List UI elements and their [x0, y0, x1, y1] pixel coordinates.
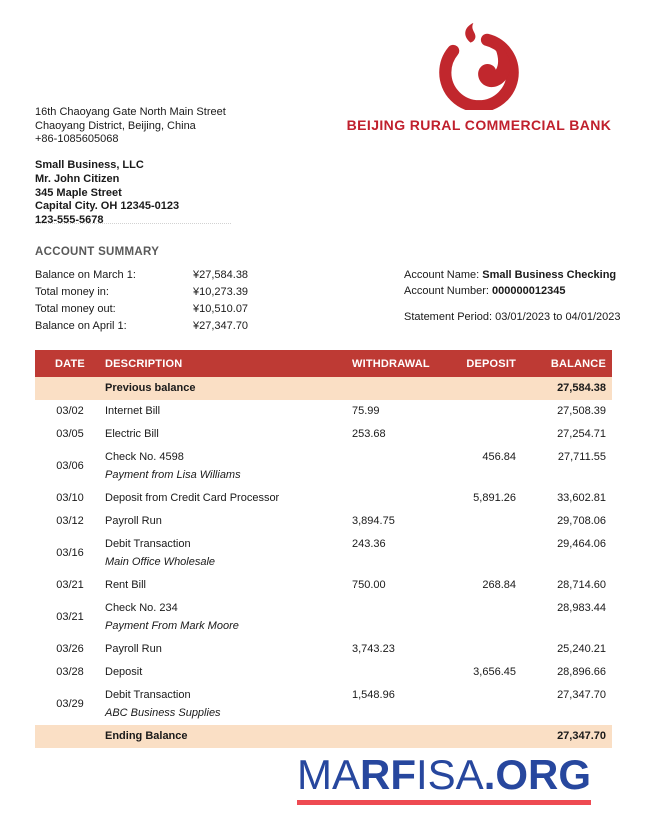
- transaction-description: [105, 689, 352, 720]
- transaction-description: [105, 602, 352, 633]
- watermark-segment: ISA: [416, 751, 484, 798]
- statement-period: Statement Period: 03/01/2023 to 04/01/2023: [404, 311, 621, 323]
- account-number-value: 000000012345: [492, 285, 566, 297]
- header-withdrawal: WITHDRAWAL: [352, 357, 430, 370]
- account-info-block: [404, 267, 621, 325]
- bank-address-line: 16th Chaoyang Gate North Main Street: [35, 106, 226, 118]
- transaction-row: [35, 487, 612, 510]
- transaction-withdrawal: 75.99: [352, 405, 380, 417]
- transaction-deposit: 3,656.45: [473, 666, 516, 678]
- transaction-row: [35, 597, 612, 638]
- transaction-balance: 27,347.70: [557, 689, 606, 701]
- transaction-description-main: Debit Transaction: [105, 538, 191, 550]
- transactions-body: [35, 400, 612, 725]
- previous-balance-row: [35, 377, 612, 400]
- transaction-date: 03/29: [56, 698, 84, 710]
- transaction-row: [35, 661, 612, 684]
- fold-mark-line: [35, 223, 231, 224]
- transactions-table: [35, 350, 612, 748]
- summary-label: Total money in:: [35, 286, 109, 298]
- transaction-description: [105, 643, 352, 656]
- transaction-row: [35, 446, 612, 487]
- transaction-description: [105, 538, 352, 569]
- transaction-date: 03/10: [56, 492, 84, 504]
- account-name-label: Account Name:: [404, 269, 483, 281]
- transaction-description: [105, 405, 352, 418]
- transaction-balance: 27,508.39: [557, 405, 606, 417]
- transaction-balance: 27,711.55: [557, 451, 606, 463]
- transaction-description: [105, 666, 352, 679]
- previous-balance-amount: 27,584.38: [557, 382, 606, 394]
- transaction-withdrawal: 243.36: [352, 538, 386, 550]
- transaction-description-main: Check No. 4598: [105, 451, 184, 463]
- transaction-row: [35, 533, 612, 574]
- customer-company: Small Business, LLC: [35, 159, 144, 171]
- account-number-label: Account Number:: [404, 285, 493, 297]
- customer-city: Capital City. OH 12345-0123: [35, 200, 180, 213]
- transaction-description: [105, 428, 352, 441]
- transaction-description-main: Rent Bill: [105, 579, 146, 591]
- transaction-withdrawal: 750.00: [352, 579, 386, 591]
- transaction-date: 03/06: [56, 460, 84, 472]
- bank-phone: +86-1085605068: [35, 133, 119, 145]
- transactions-header-row: [35, 350, 612, 377]
- transaction-withdrawal: 3,743.23: [352, 643, 395, 655]
- transaction-balance: 29,708.06: [557, 515, 606, 527]
- transaction-balance: 28,983.44: [557, 602, 606, 614]
- transaction-date: 03/16: [56, 547, 84, 559]
- transaction-row: [35, 400, 612, 423]
- marfisa-watermark-text: [297, 753, 591, 797]
- transaction-date: 03/21: [56, 611, 84, 623]
- transaction-row: [35, 684, 612, 725]
- transaction-row: [35, 423, 612, 446]
- summary-row: [35, 301, 345, 318]
- transaction-description: [105, 515, 352, 528]
- account-summary-title: ACCOUNT SUMMARY: [35, 246, 160, 258]
- account-name-line: [404, 267, 621, 283]
- summary-row: [35, 284, 345, 301]
- transaction-description-main: Check No. 234: [105, 602, 178, 614]
- transaction-description-main: Internet Bill: [105, 405, 161, 417]
- transaction-balance: 29,464.06: [557, 538, 606, 550]
- transaction-balance: 33,602.81: [557, 492, 606, 504]
- watermark-segment: RF: [360, 751, 416, 798]
- summary-row: [35, 267, 345, 284]
- header-deposit: DEPOSIT: [466, 357, 516, 370]
- transaction-description-main: Deposit: [105, 666, 143, 678]
- transaction-balance: 25,240.21: [557, 643, 606, 655]
- watermark-segment: MA: [297, 751, 360, 798]
- summary-label: Total money out:: [35, 303, 116, 315]
- account-summary-list: [35, 267, 345, 335]
- summary-label: Balance on March 1:: [35, 269, 136, 281]
- summary-value: ¥27,584.38: [193, 269, 249, 281]
- transaction-date: 03/05: [56, 428, 84, 440]
- transaction-description-main: Payroll Run: [105, 515, 162, 527]
- bank-name-title: BEIJING RURAL COMMERCIAL BANK: [346, 117, 612, 133]
- account-number-line: [404, 283, 621, 299]
- ending-balance-row: [35, 725, 612, 748]
- transaction-date: 03/12: [56, 515, 84, 527]
- transaction-description-main: Payroll Run: [105, 643, 162, 655]
- summary-label: Balance on April 1:: [35, 320, 127, 332]
- transaction-row: [35, 510, 612, 533]
- account-name-value: Small Business Checking: [482, 269, 617, 281]
- customer-name: Mr. John Citizen: [35, 172, 120, 185]
- transaction-description-note: Payment From Mark Moore: [105, 620, 239, 632]
- transaction-date: 03/02: [56, 405, 84, 417]
- transaction-deposit: 268.84: [482, 579, 516, 591]
- customer-street: 345 Maple Street: [35, 186, 122, 199]
- summary-value: ¥27,347.70: [193, 320, 249, 332]
- transaction-description-note: Payment from Lisa Williams: [105, 469, 241, 481]
- header-balance: BALANCE: [550, 357, 606, 370]
- transaction-date: 03/21: [56, 579, 84, 591]
- previous-balance-label: Previous balance: [105, 382, 196, 394]
- transaction-description-main: Electric Bill: [105, 428, 159, 440]
- bank-address-line: Chaoyang District, Beijing, China: [35, 119, 196, 132]
- bank-logo-block: [340, 22, 618, 133]
- transaction-description-note: ABC Business Supplies: [105, 707, 221, 719]
- summary-value: ¥10,510.07: [193, 303, 249, 315]
- ending-balance-amount: 27,347.70: [557, 730, 606, 742]
- transaction-row: [35, 574, 612, 597]
- summary-row: [35, 318, 345, 335]
- transaction-description-main: Debit Transaction: [105, 689, 191, 701]
- header-date: DATE: [55, 357, 85, 370]
- transaction-description: [105, 579, 352, 592]
- header-description: DESCRIPTION: [105, 357, 183, 370]
- watermark-segment: .ORG: [483, 751, 592, 798]
- transaction-balance: 28,896.66: [557, 666, 606, 678]
- transaction-description-main: Deposit from Credit Card Processor: [105, 492, 280, 504]
- transaction-balance: 28,714.60: [557, 579, 606, 591]
- summary-value: ¥10,273.39: [193, 286, 249, 298]
- marfisa-watermark: [297, 753, 591, 805]
- transaction-description-note: Main Office Wholesale: [105, 556, 216, 568]
- watermark-underline: [297, 800, 591, 805]
- transaction-date: 03/28: [56, 666, 84, 678]
- ending-balance-label: Ending Balance: [105, 730, 188, 742]
- transaction-withdrawal: 1,548.96: [352, 689, 395, 701]
- transaction-row: [35, 638, 612, 661]
- transaction-deposit: 456.84: [482, 451, 516, 463]
- transaction-deposit: 5,891.26: [473, 492, 516, 504]
- transaction-withdrawal: 3,894.75: [352, 515, 395, 527]
- customer-phone: 123-555-5678: [35, 214, 104, 227]
- transaction-withdrawal: 253.68: [352, 428, 386, 440]
- phoenix-bird-logo-icon: [431, 22, 527, 110]
- transaction-description: [105, 451, 352, 482]
- transaction-balance: 27,254.71: [557, 428, 606, 440]
- transaction-description: [105, 492, 352, 505]
- transaction-date: 03/26: [56, 643, 84, 655]
- bank-address-block: [35, 106, 226, 147]
- customer-address-block: [35, 159, 179, 228]
